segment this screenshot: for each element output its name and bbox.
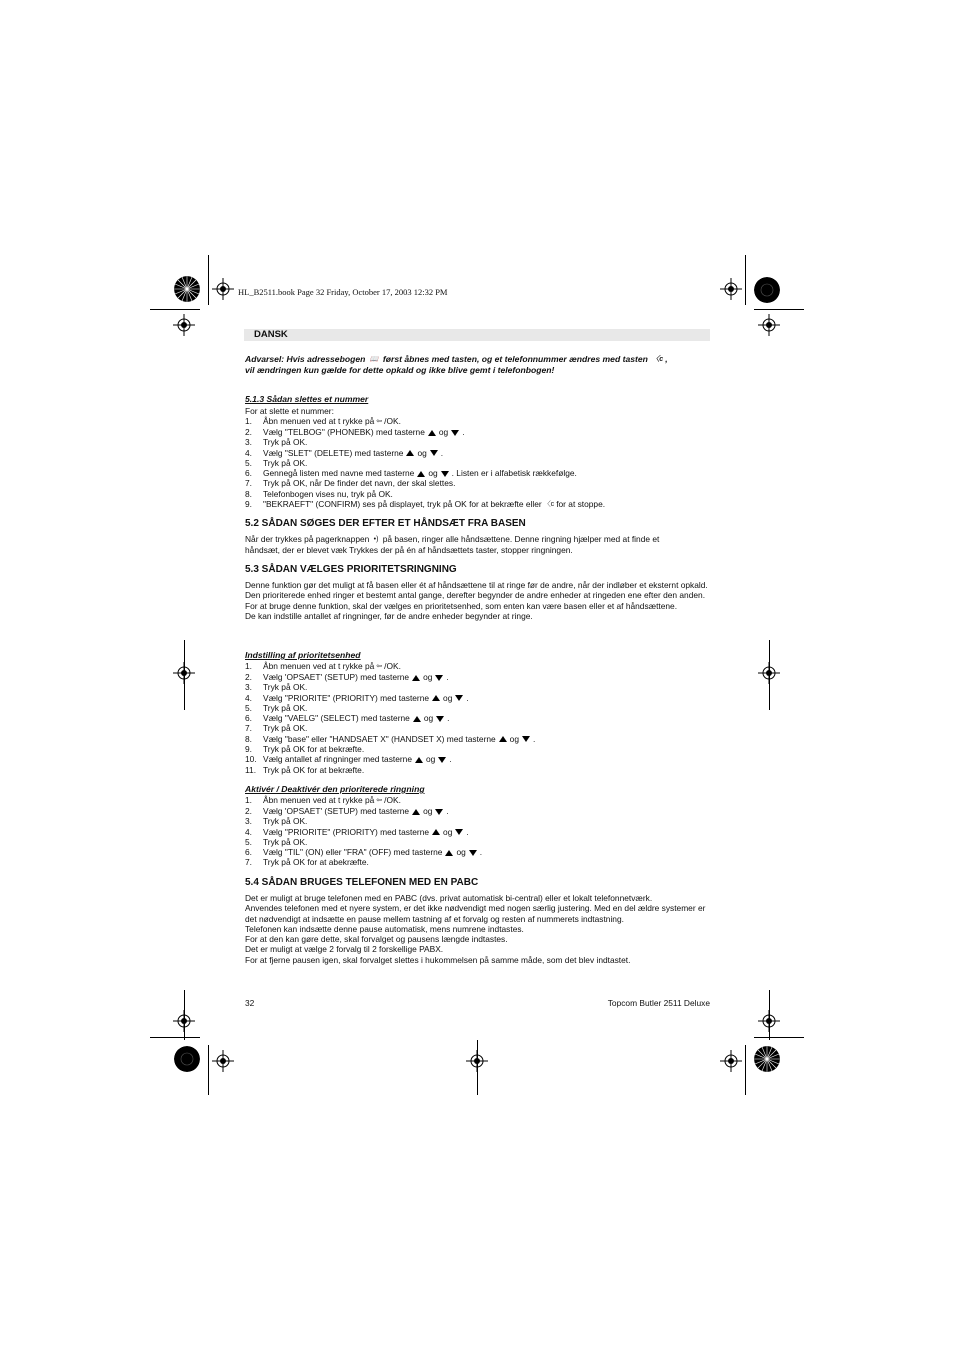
step-text: Vælg 'OPSAET' (SETUP) med tasterne bbox=[263, 671, 410, 682]
registration-mark-icon bbox=[173, 314, 195, 336]
down-arrow-icon bbox=[438, 757, 446, 763]
step-text-end: . bbox=[449, 754, 452, 765]
registration-mark-icon bbox=[720, 278, 742, 300]
step-number: 9. bbox=[245, 499, 252, 509]
step-number: 1. bbox=[245, 416, 252, 426]
step-item bbox=[245, 713, 535, 723]
step-conjunction: og bbox=[456, 847, 466, 858]
step-number: 3. bbox=[245, 437, 252, 448]
solid-mark-icon bbox=[754, 277, 780, 303]
step-number: 6. bbox=[245, 713, 252, 724]
up-arrow-icon bbox=[432, 829, 440, 835]
up-arrow-icon bbox=[417, 471, 425, 477]
step-item bbox=[245, 734, 535, 744]
step-text: Åbn menuen ved at t rykke på bbox=[263, 661, 375, 671]
step-text: Tryk på OK for at bekræfte. bbox=[263, 764, 365, 775]
step-text-end: /OK. bbox=[384, 795, 401, 805]
menu-key-icon: ⇦ bbox=[376, 796, 383, 804]
step-text-end: . bbox=[466, 826, 469, 837]
step-text-end: /OK. bbox=[384, 416, 401, 426]
step-text-end: . bbox=[446, 671, 449, 682]
warning-note: Advarsel: Hvis adressebogen 📖 først åbnes med tasten, og et telefonnummer ændres med tasten 〈c , vil ændringen kun gælde for dette opkald og ikke blive gemt i telefonbogen! bbox=[245, 354, 668, 376]
step-number: 6. bbox=[245, 468, 252, 479]
step-conjunction: og bbox=[443, 826, 453, 837]
step-number: 1. bbox=[245, 795, 252, 805]
step-number: 7. bbox=[245, 723, 252, 734]
step-number: 1. bbox=[245, 661, 252, 671]
up-arrow-icon bbox=[445, 850, 453, 856]
step-text: Tryk på OK. bbox=[263, 682, 308, 693]
down-arrow-icon bbox=[451, 430, 459, 436]
up-arrow-icon bbox=[412, 809, 420, 815]
down-arrow-icon bbox=[441, 471, 449, 477]
c-key-icon: 〈c bbox=[543, 500, 555, 508]
step-number: 4. bbox=[245, 447, 252, 458]
section-54-text: Det er muligt at bruge telefonen med en PABC (dvs. privat automatisk bi-central) eller et lokalt telefonnetværk. Anvendes telefonen med et nyere system, er det ikke nødvendigt med nogen særlig justering. Med en del ældre systemer er det nødvendigt at indsætte en pause mellem tastning af et forvalg og resten af nummerets indtastning. Telefonen kan indsætte denne pause automatisk, mens numrene indtastes. For at den kan gøre dette, skal forvalget og pausens længde indtastes. Det er muligt at vælge 2 forvalg til 2 forskellige PABX. For at fjerne pausen igen, skal forvalget slettes i hukommelsen på samme måde, som det blev indtastet. bbox=[245, 893, 706, 965]
step-text: Tryk på OK, når De finder det navn, der skal slettes. bbox=[263, 478, 456, 489]
step-item bbox=[245, 416, 605, 427]
step-text: Tryk på OK for at bekræfte. bbox=[263, 744, 365, 754]
step-number: 4. bbox=[245, 826, 252, 837]
section-53b-title: Aktivér / Deaktivér den prioriterede ringning bbox=[245, 784, 425, 794]
step-text-end: . bbox=[466, 692, 469, 703]
step-conjunction: og bbox=[423, 805, 433, 816]
down-arrow-icon bbox=[435, 809, 443, 815]
footer-product: Topcom Butler 2511 Deluxe bbox=[607, 998, 710, 1008]
step-text-end: for at stoppe. bbox=[556, 499, 606, 509]
section-53a-title: Indstilling af prioritetsenhed bbox=[245, 650, 361, 660]
step-text: Tryk på OK. bbox=[263, 816, 308, 827]
step-text: Åbn menuen ved at t rykke på bbox=[263, 416, 375, 426]
menu-key-icon: ⇦ bbox=[376, 417, 383, 425]
step-text: Vælg "TIL" (ON) eller "FRA" (OFF) med tasterne bbox=[263, 847, 443, 858]
step-item bbox=[245, 437, 605, 447]
step-item bbox=[245, 837, 482, 847]
step-text: "BEKRAEFT" (CONFIRM) ses på displayet, tryk på OK for at bekræfte eller bbox=[263, 499, 542, 509]
registration-mark-icon bbox=[720, 1050, 742, 1072]
step-item bbox=[245, 672, 535, 682]
step-text: Tryk på OK. bbox=[263, 723, 308, 734]
up-arrow-icon bbox=[415, 757, 423, 763]
step-text: Åbn menuen ved at t rykke på bbox=[263, 795, 375, 805]
step-item bbox=[245, 427, 605, 437]
step-text: Tryk på OK. bbox=[263, 836, 308, 847]
step-conjunction: og bbox=[417, 447, 427, 458]
step-text: Vælg antallet af ringninger med tasterne bbox=[263, 754, 412, 765]
step-number: 4. bbox=[245, 692, 252, 703]
step-text: Vælg "VAELG" (SELECT) med tasterne bbox=[263, 713, 410, 724]
step-text-end: . Listen er i alfabetisk rækkefølge. bbox=[451, 468, 577, 479]
section-52-title: 5.2 SÅDAN SØGES DER EFTER ET HÅNDSÆT FRA BASEN bbox=[245, 518, 526, 529]
step-text: Vælg "SLET" (DELETE) med tasterne bbox=[263, 447, 404, 458]
step-text: Telefonbogen vises nu, tryk på OK. bbox=[263, 488, 393, 499]
registration-mark-icon bbox=[212, 1050, 234, 1072]
step-number: 7. bbox=[245, 857, 252, 868]
step-item bbox=[245, 458, 605, 468]
page-key-icon: •) bbox=[373, 535, 379, 543]
section-513-steps bbox=[245, 416, 605, 510]
step-number: 11. bbox=[245, 764, 257, 775]
section-513-title: 5.1.3 Sådan slettes et nummer bbox=[245, 394, 369, 404]
step-number: 5. bbox=[245, 457, 252, 468]
section-53a-steps bbox=[245, 661, 535, 775]
starburst-mark-icon bbox=[174, 276, 200, 302]
step-item bbox=[245, 816, 482, 826]
section-513-intro: For at slette et nummer: bbox=[245, 406, 334, 416]
step-number: 8. bbox=[245, 733, 252, 744]
step-text-end: . bbox=[533, 733, 536, 744]
step-number: 5. bbox=[245, 836, 252, 847]
starburst-mark-icon bbox=[754, 1046, 780, 1072]
section-54-title: 5.4 SÅDAN BRUGES TELEFONEN MED EN PABC bbox=[245, 877, 479, 888]
step-item bbox=[245, 478, 605, 488]
step-item bbox=[245, 806, 482, 816]
step-item bbox=[245, 468, 605, 478]
step-conjunction: og bbox=[509, 733, 519, 744]
step-text: Tryk på OK. bbox=[263, 702, 308, 713]
step-number: 3. bbox=[245, 816, 252, 827]
language-bar bbox=[244, 329, 710, 341]
language-label: DANSK bbox=[254, 329, 288, 340]
up-arrow-icon bbox=[413, 716, 421, 722]
up-arrow-icon bbox=[428, 430, 436, 436]
step-number: 10. bbox=[245, 754, 257, 765]
step-item bbox=[245, 499, 605, 510]
step-text-end: . bbox=[440, 447, 444, 458]
file-info-header: HL_B2511.book Page 32 Friday, October 17, 2003 12:32 PM bbox=[238, 287, 448, 297]
down-arrow-icon bbox=[455, 695, 463, 701]
step-item bbox=[245, 693, 535, 703]
step-number: 7. bbox=[245, 478, 252, 489]
step-conjunction: og bbox=[423, 671, 433, 682]
step-item bbox=[245, 754, 535, 764]
step-number: 6. bbox=[245, 847, 252, 858]
step-text: Tryk på OK. bbox=[263, 457, 308, 468]
step-text-end: /OK. bbox=[384, 661, 401, 671]
step-item bbox=[245, 744, 535, 754]
step-number: 9. bbox=[245, 744, 252, 754]
up-arrow-icon bbox=[406, 450, 414, 456]
down-arrow-icon bbox=[435, 675, 443, 681]
step-number: 3. bbox=[245, 682, 252, 693]
up-arrow-icon bbox=[412, 675, 420, 681]
step-text-end: . bbox=[447, 713, 450, 724]
step-text: Tryk på OK for at abekræfte. bbox=[263, 857, 369, 868]
c-key-icon: 〈c bbox=[652, 356, 664, 364]
step-text: Vælg "base" eller "HANDSAET X" (HANDSET X) med tasterne bbox=[263, 733, 496, 744]
up-arrow-icon bbox=[432, 695, 440, 701]
down-arrow-icon bbox=[469, 850, 477, 856]
step-item bbox=[245, 847, 482, 857]
step-number: 2. bbox=[245, 426, 252, 437]
step-item bbox=[245, 723, 535, 733]
step-text: Tryk på OK. bbox=[263, 437, 308, 448]
step-text: Vælg "PRIORITE" (PRIORITY) med tasterne bbox=[263, 692, 430, 703]
step-number: 2. bbox=[245, 805, 252, 816]
section-53-title: 5.3 SÅDAN VÆLGES PRIORITETSRINGNING bbox=[245, 564, 457, 575]
down-arrow-icon bbox=[522, 736, 530, 742]
step-item bbox=[245, 795, 482, 806]
registration-mark-icon bbox=[758, 314, 780, 336]
step-item bbox=[245, 489, 605, 499]
step-conjunction: og bbox=[443, 692, 453, 703]
step-item bbox=[245, 682, 535, 692]
down-arrow-icon bbox=[436, 716, 444, 722]
step-conjunction: og bbox=[438, 426, 449, 437]
step-item bbox=[245, 857, 482, 867]
phonebook-icon: 📖 bbox=[369, 356, 379, 364]
down-arrow-icon bbox=[430, 450, 438, 456]
step-number: 8. bbox=[245, 488, 252, 499]
registration-mark-icon bbox=[212, 278, 234, 300]
up-arrow-icon bbox=[499, 736, 507, 742]
section-52-text: Når der trykkes på pagerknappen •) på basen, ringer alle håndsættene. Denne ringning hjælper med at finde et håndsæt, der er blevet væk Trykkes der på én af håndsættets taster, stopper ringningen. bbox=[245, 534, 660, 555]
step-text-end: . bbox=[446, 805, 449, 816]
menu-key-icon: ⇦ bbox=[376, 662, 383, 670]
step-text-end: . bbox=[462, 426, 465, 437]
step-number: 5. bbox=[245, 702, 252, 713]
step-text: Vælg "TELBOG" (PHONEBK) med tasterne bbox=[263, 426, 425, 437]
step-text: Vælg "PRIORITE" (PRIORITY) med tasterne bbox=[263, 826, 430, 837]
step-text: Vælg 'OPSAET' (SETUP) med tasterne bbox=[263, 805, 410, 816]
step-item bbox=[245, 448, 605, 458]
down-arrow-icon bbox=[455, 829, 463, 835]
step-text-end: . bbox=[479, 847, 483, 858]
step-text: Gennegå listen med navne med tasterne bbox=[263, 468, 415, 479]
step-item bbox=[245, 703, 535, 713]
page-number: 32 bbox=[245, 998, 255, 1008]
step-conjunction: og bbox=[423, 713, 434, 724]
step-conjunction: og bbox=[428, 468, 438, 479]
solid-mark-icon bbox=[174, 1046, 200, 1072]
step-item bbox=[245, 827, 482, 837]
step-item bbox=[245, 661, 535, 672]
step-conjunction: og bbox=[425, 754, 436, 765]
step-item bbox=[245, 765, 535, 775]
section-53-text: Denne funktion gør det muligt at få basen eller ét af håndsættene til at ringe før de andre, når der indløber et eksternt opkald. Den prioriterede enhed ringer et bestemt antal gange, derefter begynder de andre enheder at ringeden ene efter den anden. For at bruge denne funktion, skal der vælges en prioritetsenhed, som enten kan være basen eller et af håndsættene. De kan indstille antallet af ringninger, før de andre enheder begynder at ringe. bbox=[245, 580, 708, 621]
section-53b-steps bbox=[245, 795, 482, 868]
step-number: 2. bbox=[245, 671, 252, 682]
